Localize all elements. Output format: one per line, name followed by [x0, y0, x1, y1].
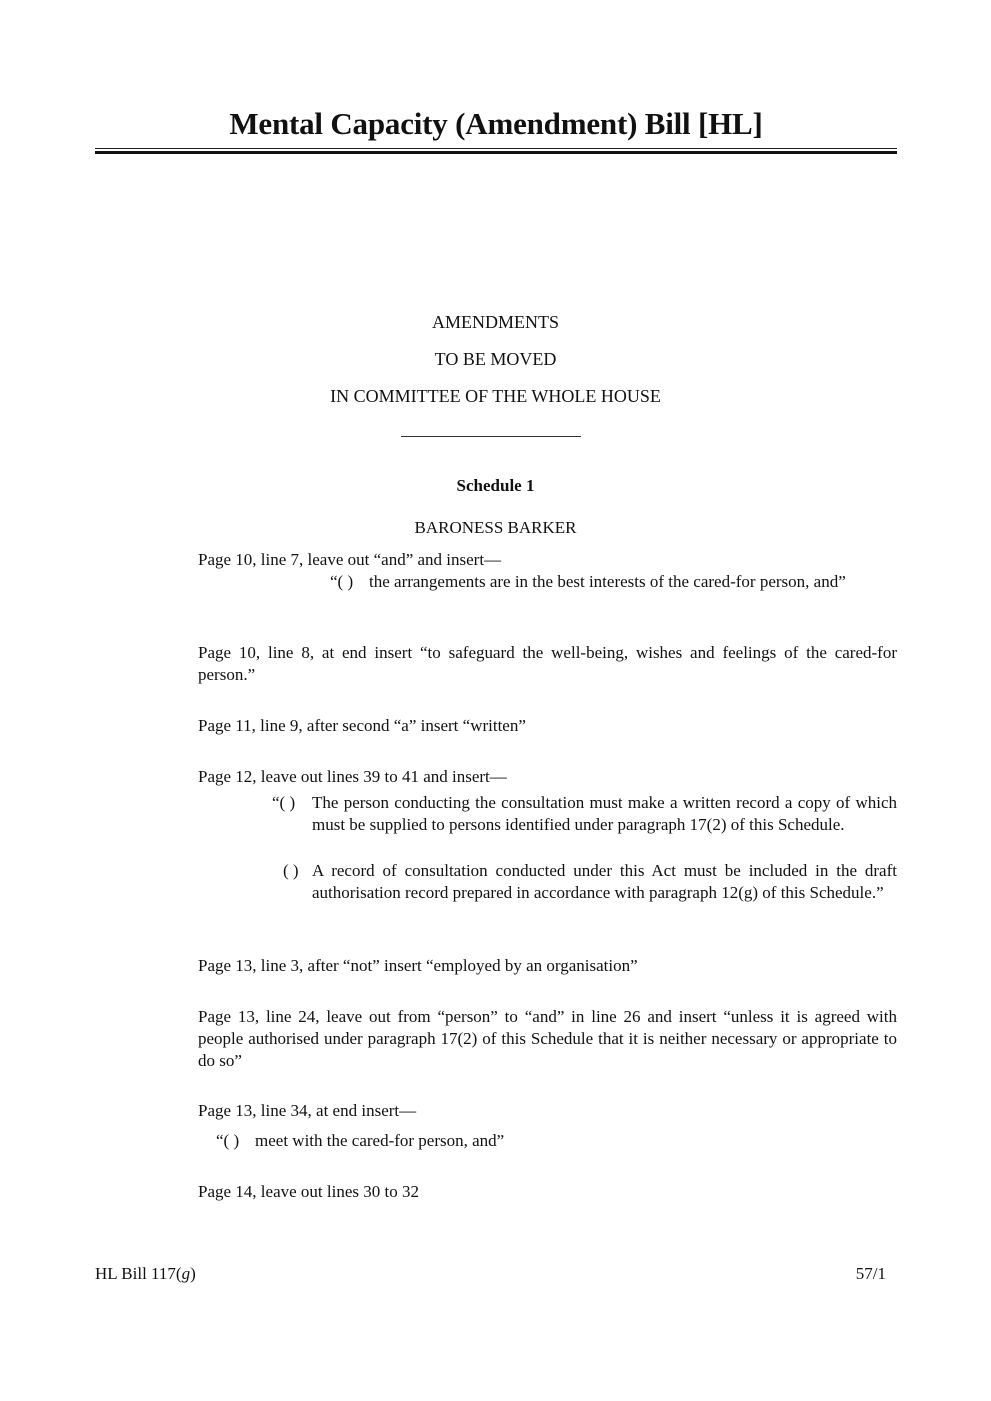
amendment-7: Page 13, line 34, at end insert—	[198, 1101, 417, 1120]
bill-number-prefix: HL Bill 117(	[95, 1264, 182, 1283]
page-reference: 57/1	[855, 1264, 886, 1283]
amendment-4: Page 12, leave out lines 39 to 41 and insert—	[198, 767, 507, 786]
amendment-1: Page 10, line 7, leave out “and” and insert—	[198, 550, 502, 569]
schedule-heading: Schedule 1	[456, 476, 535, 495]
bill-number-suffix: g	[181, 1264, 191, 1283]
amendment-4-insert-1	[272, 792, 897, 836]
insert-text: meet with the cared-for person, and”	[255, 1131, 505, 1150]
title-rule-thin	[95, 148, 897, 149]
title-rule-thick	[95, 151, 897, 154]
bill-number-close: )	[190, 1264, 196, 1283]
document-title: Mental Capacity (Amendment) Bill [HL]	[229, 106, 763, 141]
amendment-6: Page 13, line 24, leave out from “person” to “and” in line 26 and insert “unless it is agreed with people authorised under paragraph 17(2) of this Schedule that it is neither necessary or appropriate to do so”	[198, 1007, 897, 1070]
section-divider	[401, 436, 581, 437]
amendment-4-insert-2	[283, 860, 897, 904]
heading-line-3: IN COMMITTEE OF THE WHOLE HOUSE	[330, 386, 661, 406]
insert-text: The person conducting the consultation must make a written record a copy of which must be supplied to persons identified under paragraph 17(2) of this Schedule.	[312, 793, 897, 834]
amendment-2: Page 10, line 8, at end insert “to safeguard the well-being, wishes and feelings of the cared-for person.”	[198, 643, 897, 684]
insert-label: “( )	[330, 572, 354, 591]
heading-line-1: AMENDMENTS	[431, 312, 559, 332]
amendments-heading	[0, 304, 991, 415]
member-name: BARONESS BARKER	[414, 518, 577, 537]
amendment-7-insert	[216, 1130, 897, 1152]
insert-label: “( )	[216, 1131, 240, 1150]
insert-text: A record of consultation conducted under this Act must be included in the draft authorisation record prepared in accordance with paragraph 12(g) of this Schedule.”	[312, 861, 897, 902]
bill-number	[95, 1264, 196, 1284]
heading-line-2: TO BE MOVED	[434, 349, 557, 369]
insert-label: “( )	[272, 793, 296, 812]
amendment-8: Page 14, leave out lines 30 to 32	[198, 1182, 419, 1201]
insert-text: the arrangements are in the best interests of the cared-for person, and”	[369, 572, 846, 591]
amendment-3: Page 11, line 9, after second “a” insert “written”	[198, 716, 526, 735]
amendment-5: Page 13, line 3, after “not” insert “employed by an organisation”	[198, 956, 638, 975]
insert-label: ( )	[283, 861, 299, 880]
amendment-1-insert	[330, 571, 897, 593]
